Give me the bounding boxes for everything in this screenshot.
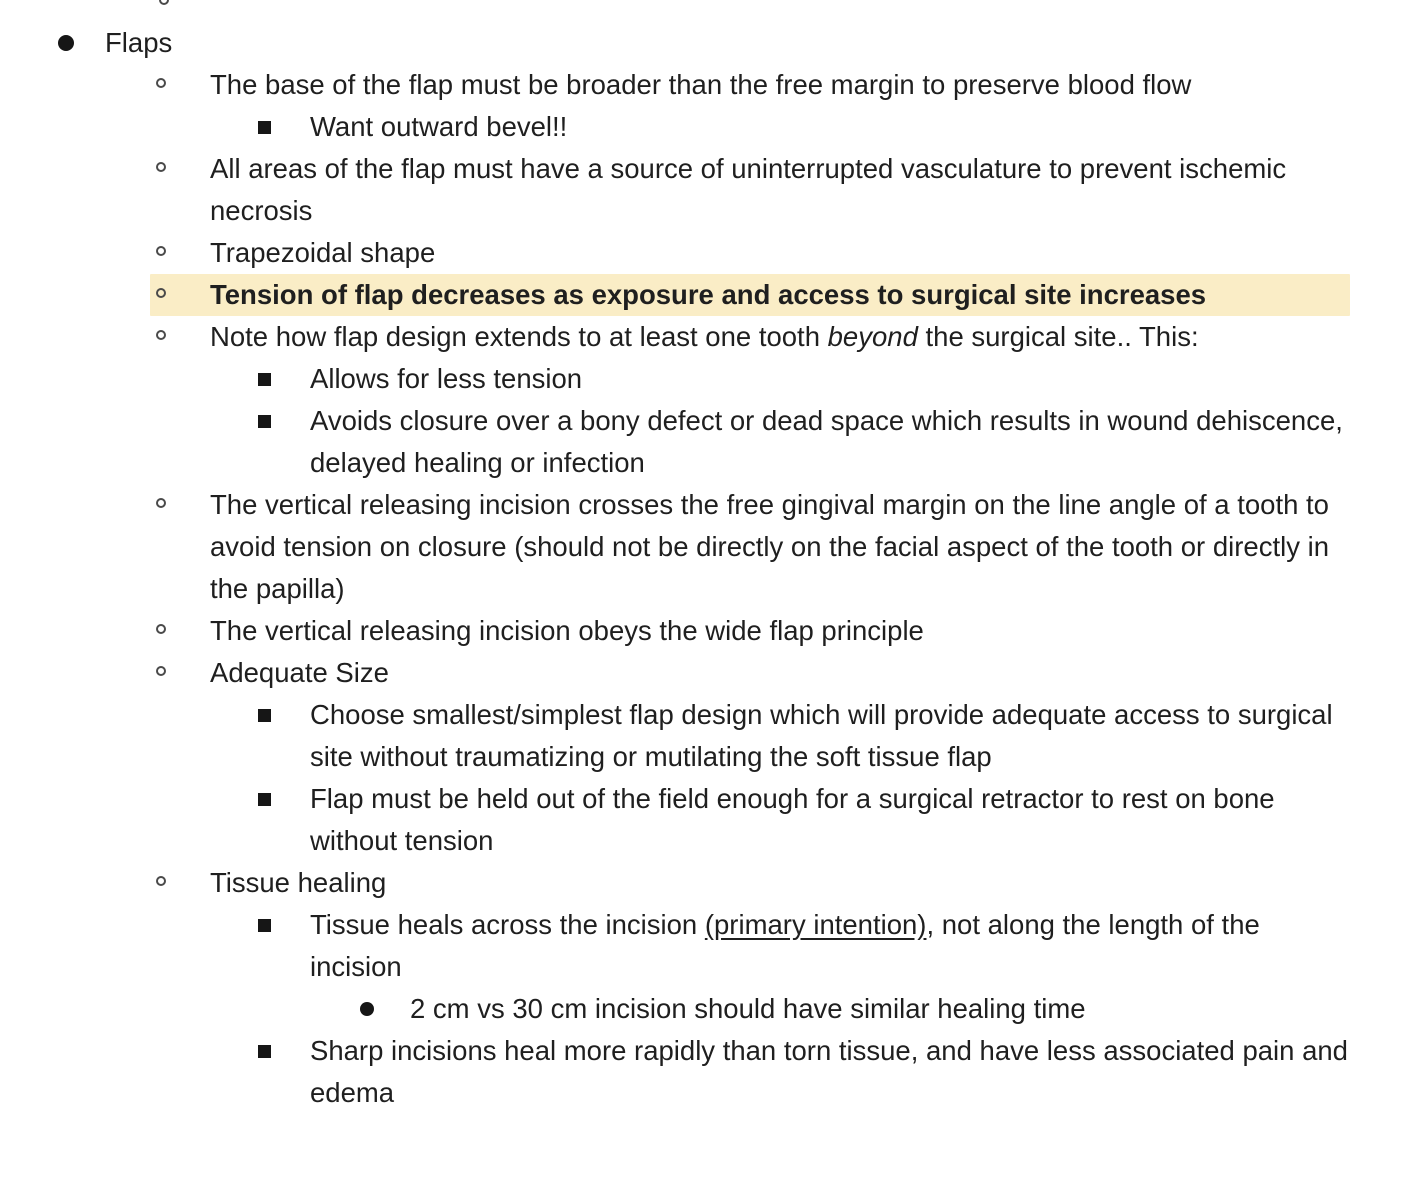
text-segment: Note how flap design extends to at least one tooth (210, 321, 828, 352)
list-item-label: All areas of the flap must have a source of uninterrupted vasculature to prevent ischemic necrosis (210, 153, 1287, 226)
square-bullet-icon (258, 919, 271, 932)
list-item-label: Avoids closure over a bony defect or dead space which results in wound dehiscence, delayed healing or infection (310, 405, 1343, 478)
list-item-label (210, 316, 1350, 358)
square-bullet-icon (258, 373, 271, 386)
circle-bullet-icon (156, 876, 166, 886)
square-bullet-icon (258, 709, 271, 722)
list-item (0, 232, 1350, 274)
list-item (0, 484, 1350, 610)
text-segment: , not along the length of the incision (310, 909, 1260, 982)
circle-bullet-icon (156, 666, 166, 676)
circle-bullet-icon (156, 78, 166, 88)
list-item-label: The base of the flap must be broader than the free margin to preserve blood flow (210, 69, 1192, 100)
list-item (0, 988, 1350, 1030)
list-item (0, 1030, 1350, 1114)
text-segment-italic: beyond (827, 321, 918, 352)
list-item (0, 694, 1350, 778)
list-item (0, 904, 1350, 988)
list-item-label: Allows for less tension (310, 363, 583, 394)
list-item-label: Sharp incisions heal more rapidly than torn tissue, and have less associated pain and edema (310, 1035, 1348, 1108)
list-item (0, 778, 1350, 862)
circle-bullet-icon (156, 162, 166, 172)
list-item-label: Flap must be held out of the field enough for a surgical retractor to rest on bone without tension (310, 783, 1275, 856)
list-item-label: Flaps (105, 27, 173, 58)
list-item-label (310, 904, 1350, 988)
disc-bullet-icon (58, 35, 74, 51)
list-item-label: Want outward bevel!! (310, 111, 568, 142)
text-segment: Tissue heals across the incision (310, 909, 705, 940)
list-item (0, 148, 1350, 232)
square-bullet-icon (258, 121, 271, 134)
text-segment: the surgical site.. This: (917, 321, 1199, 352)
list-item (0, 862, 1350, 904)
circle-bullet-icon (156, 288, 166, 298)
list-item-highlighted (0, 274, 1350, 316)
list-item (0, 316, 1350, 358)
circle-bullet-icon (156, 498, 166, 508)
circle-bullet-icon (156, 330, 166, 340)
list-item-label: The vertical releasing incision crosses the free gingival margin on the line angle of a tooth to avoid tension on closure (should not be directly on the facial aspect of the tooth or directly in the papilla) (210, 489, 1329, 604)
list-item-label: Tension of flap decreases as exposure and access to surgical site increases (210, 279, 1207, 310)
square-bullet-icon (258, 793, 271, 806)
list-item-label: The vertical releasing incision obeys the wide flap principle (210, 615, 924, 646)
text-highlight (150, 274, 1350, 316)
list-item (0, 358, 1350, 400)
list-item-label: Trapezoidal shape (210, 237, 436, 268)
list-item-label: 2 cm vs 30 cm incision should have similar healing time (410, 993, 1086, 1024)
list-item (0, 106, 1350, 148)
square-bullet-icon (258, 415, 271, 428)
square-bullet-icon (258, 1045, 271, 1058)
list-item-label: Adequate Size (210, 657, 389, 688)
list-item-label: Tissue healing (210, 867, 387, 898)
list-item (0, 610, 1350, 652)
list-item (0, 64, 1350, 106)
list-item (0, 400, 1350, 484)
circle-bullet-partial (159, 0, 169, 5)
list-item-label: Choose smallest/simplest flap design which will provide adequate access to surgical site without traumatizing or mutilating the soft tissue flap (310, 699, 1333, 772)
list-item-flaps (0, 22, 1350, 64)
text-segment-underlined: (primary intention) (704, 909, 927, 940)
list-item (0, 652, 1350, 694)
circle-bullet-icon (156, 624, 166, 634)
disc-bullet-icon (360, 1002, 374, 1016)
circle-bullet-icon (156, 246, 166, 256)
